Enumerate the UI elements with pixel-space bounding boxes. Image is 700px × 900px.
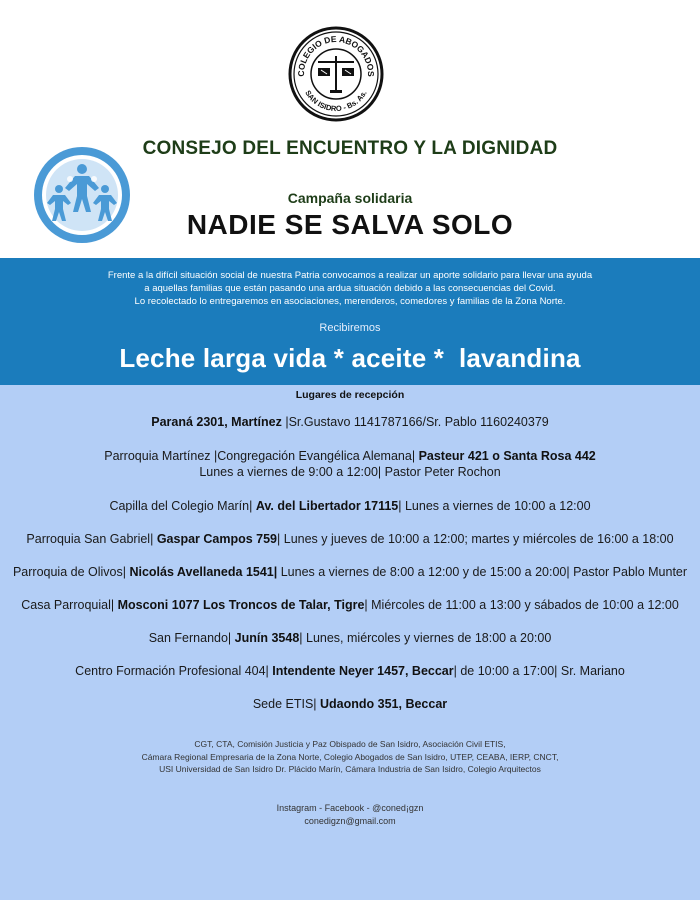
location-line <box>0 696 700 712</box>
intro-band <box>0 258 700 385</box>
location-detail: | Lunes, miércoles y viernes de 18:00 a 20:00 <box>299 631 552 645</box>
seal-top-text: COLEGIO DE ABOGADOS <box>295 33 377 77</box>
social-handles: Instagram - Facebook - @coned¡gzn <box>276 803 424 813</box>
location-address: Mosconi 1077 Los Troncos de Talar, Tigre <box>117 598 365 612</box>
location-detail: | Miércoles de 11:00 a 13:00 y sábados de 10:00 a 12:00 <box>364 598 679 612</box>
organization-title: CONSEJO DEL ENCUENTRO Y LA DIGNIDAD <box>142 138 558 159</box>
location-address: Paraná 2301, Martínez <box>151 415 282 429</box>
location-line <box>0 597 700 613</box>
location-line <box>0 531 700 547</box>
poster-header <box>0 0 700 258</box>
intro-line: Frente a la difícil situación social de nuestra Patria convocamos a realizar un aporte solidario para llevar una ayuda <box>107 270 593 281</box>
reception-section <box>0 385 700 900</box>
location-detail: Sede ETIS| <box>252 697 321 711</box>
org-line: Cámara Regional Empresaria de la Zona Norte, Colegio Abogados de San Isidro, UTEP, CEABA, IERP, CNCT, <box>141 751 559 762</box>
location-detail: Capilla del Colegio Marín| <box>109 499 256 513</box>
location-detail: Parroquia San Gabriel| <box>26 532 157 546</box>
location-line <box>0 663 700 679</box>
location-detail: | de 10:00 a 17:00| Sr. Mariano <box>453 664 625 678</box>
location-detail: | Lunes a viernes de 10:00 a 12:00 <box>398 499 591 513</box>
location-detail: |Sr.Gustavo 1141787166/Sr. Pablo 1160240379 <box>281 415 549 429</box>
contact-email: conedigzn@gmail.com <box>304 816 396 826</box>
campaign-title: NADIE SE SALVA SOLO <box>186 209 514 240</box>
location-address: Intendente Neyer 1457, Beccar <box>272 664 454 678</box>
location-line <box>0 564 700 580</box>
location-address: Udaondo 351, Beccar <box>320 697 448 711</box>
location-line <box>0 448 700 464</box>
org-line: USI Universidad de San Isidro Dr. Plácido Marín, Cámara Industria de San Isidro, Colegio Arquitectos <box>159 764 541 774</box>
org-line: CGT, CTA, Comisión Justicia y Paz Obispado de San Isidro, Asociación Civil ETIS, <box>194 739 506 749</box>
location-detail: Centro Formación Profesional 404| <box>75 664 273 678</box>
location-address: Gaspar Campos 759 <box>156 532 278 546</box>
location-detail: Lunes a viernes de 8:00 a 12:00 y de 15:00 a 20:00| Pastor Pablo Munter <box>277 565 688 579</box>
supporting-organizations <box>0 738 700 776</box>
colegio-abogados-seal <box>288 26 384 122</box>
location-detail: Casa Parroquial| <box>21 598 118 612</box>
receive-label: Recibiremos <box>319 322 381 334</box>
intro-text <box>0 269 700 308</box>
location-line <box>0 498 700 514</box>
reception-title: Lugares de recepción <box>295 389 405 401</box>
location-address: Av. del Libertador 17115 <box>255 499 399 513</box>
location-address: Nicolás Avellaneda 1541| <box>129 565 278 579</box>
intro-line: a aquellas familias que están pasando una ardua situación debido a las consecuencias del Covid. <box>144 283 556 294</box>
intro-line: Lo recolectado lo entregaremos en asociaciones, merenderos, comedores y familias de la Zona Norte. <box>134 296 566 307</box>
location-line <box>0 464 700 480</box>
seal-bottom-text: SAN ISIDRO - Bs. As. <box>303 88 369 114</box>
contact-info <box>0 802 700 828</box>
location-detail: Lunes a viernes de 9:00 a 12:00| Pastor Peter Rochon <box>199 465 501 479</box>
location-detail: Parroquia de Olivos| <box>12 565 130 579</box>
campaign-label: Campaña solidaria <box>287 190 413 206</box>
location-detail: Parroquia Martínez |Congregación Evangélica Alemana| <box>104 449 419 463</box>
location-line <box>0 630 700 646</box>
location-detail: San Fernando| <box>148 631 235 645</box>
location-line <box>0 414 700 430</box>
location-detail: | Lunes y jueves de 10:00 a 12:00; martes y miércoles de 16:00 a 18:00 <box>277 532 674 546</box>
products-list: Leche larga vida * aceite * lavandina <box>119 343 581 373</box>
location-address: Pasteur 421 o Santa Rosa 442 <box>418 449 596 463</box>
location-address: Junín 3548 <box>234 631 300 645</box>
